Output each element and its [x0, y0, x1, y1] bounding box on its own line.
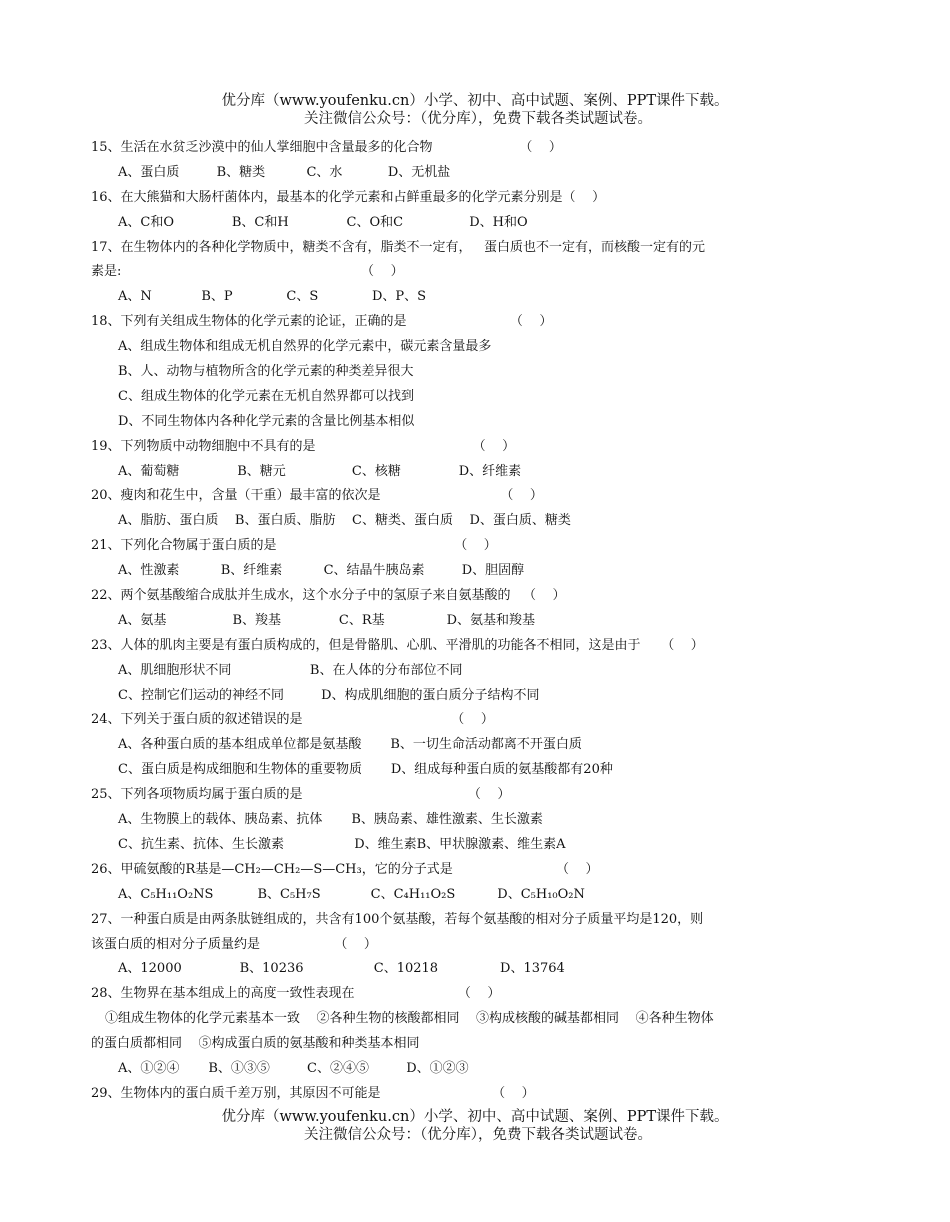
question-25: 25、下列各项物质均属于蛋白质的是 （ ）	[91, 787, 511, 803]
question-27: 27、一种蛋白质是由两条肽链组成的，共含有100个氨基酸，若每个氨基酸的相对分子质量平均是120，则	[91, 911, 704, 927]
question-18-option-d: D、不同生物体内各种化学元素的含量比例基本相似	[118, 413, 415, 429]
question-26-option-d: D、C₅H₁₀O₂N	[497, 886, 585, 902]
question-23: 23、人体的肌肉主要是有蛋白质构成的，但是骨骼肌、心肌、平滑肌的功能各不相同，这是由于 （ ）	[91, 637, 704, 653]
question-17: 17、在生物体内的各种化学物质中，糖类不含有，脂类不一定有， 蛋白质也不一定有，而核酸一定有的元	[91, 239, 705, 255]
question-28-options: A、①②④ B、①③⑤ C、②④⑤ D、①②③	[118, 1060, 469, 1076]
question-23-options-ab: A、肌细胞形状不同 B、在人体的分布部位不同	[118, 662, 463, 678]
question-28: 28、生物界在基本组成上的高度一致性表现在 （ ）	[91, 986, 501, 1002]
header-line-2: 关注微信公众号：（优分库），免费下载各类试题试卷。	[304, 111, 652, 127]
question-15: 15、生活在水贫乏沙漠中的仙人掌细胞中含量最多的化合物 （ ）	[91, 140, 562, 155]
question-20-options: A、脂肪、蛋白质 B、蛋白质、脂肪 C、糖类、蛋白质 D、蛋白质、糖类	[118, 513, 571, 529]
question-26-options	[91, 883, 781, 908]
page-footer	[0, 1108, 950, 1144]
question-27-cont: 该蛋白质的相对分子质量约是 （ ）	[91, 936, 377, 952]
question-22: 22、两个氨基酸缩合成肽并生成水，这个水分子中的氢原子来自氨基酸的 （ ）	[91, 588, 566, 604]
question-17-options: A、N B、P C、S D、P、S	[118, 289, 427, 305]
question-25-options-cd: C、抗生素、抗体、生长激素 D、维生素B、甲状腺激素、维生素A	[118, 836, 566, 852]
question-19: 19、下列物质中动物细胞中不具有的是 （ ）	[91, 438, 516, 454]
question-24: 24、下列关于蛋白质的叙述错误的是 （ ）	[91, 712, 494, 728]
question-20: 20、瘦肉和花生中，含量（干重）最丰富的依次是 （ ）	[91, 488, 543, 504]
question-16-options: A、C和O B、C和H C、O和C D、H和O	[118, 214, 528, 230]
question-21: 21、下列化合物属于蛋白质的是 （ ）	[91, 538, 497, 554]
page-header	[0, 92, 950, 128]
question-15-options: A、蛋白质 B、糖类 C、水 D、无机盐	[118, 164, 451, 180]
question-28-statements-cont: 的蛋白质都相同 ⑤构成蛋白质的氨基酸和种类基本相同	[91, 1036, 420, 1052]
question-21-options: A、性激素 B、纤维素 C、结晶牛胰岛素 D、胆固醇	[118, 563, 525, 579]
question-18: 18、下列有关组成生物体的化学元素的论证，正确的是 （ ）	[91, 314, 553, 330]
question-24-options-cd: C、蛋白质是构成细胞和生物体的重要物质 D、组成每种蛋白质的氨基酸都有20种	[118, 762, 613, 778]
question-28-statements: ①组成生物体的化学元素基本一致 ②各种生物的核酸都相同 ③构成核酸的碱基都相同 ④各种生物体	[105, 1011, 714, 1027]
question-26: 26、甲硫氨酸的R基是—CH₂—CH₂—S—CH₃，它的分子式是 （ ）	[91, 861, 599, 877]
question-22-options: A、氨基 B、羧基 C、R基 D、氨基和羧基	[118, 612, 536, 628]
question-list	[91, 136, 781, 1107]
question-26-option-c: C、C₄H₁₁O₂S	[370, 886, 456, 902]
question-25-options-ab: A、生物膜上的载体、胰岛素、抗体 B、胰岛素、雄性激素、生长激素	[118, 812, 543, 828]
question-26-option-a: A、C₅H₁₁O₂NS	[118, 886, 214, 902]
footer-line-2: 关注微信公众号：（优分库），免费下载各类试题试卷。	[304, 1127, 652, 1143]
question-17-cont: 素是: （ ）	[91, 264, 404, 280]
question-26-option-b: B、C₅H₇S	[257, 886, 321, 902]
footer-line-1: 优分库（www.youfenku.cn）小学、初中、高中试题、案例、PPT课件下载。	[221, 1109, 729, 1125]
question-24-options-ab: A、各种蛋白质的基本组成单位都是氨基酸 B、一切生命活动都离不开蛋白质	[118, 737, 582, 753]
question-16: 16、在大熊猫和大肠杆菌体内，最基本的化学元素和占鲜重最多的化学元素分别是（ ）	[91, 189, 606, 205]
question-18-option-c: C、组成生物体的化学元素在无机自然界都可以找到	[118, 388, 414, 404]
question-19-options: A、葡萄糖 B、糖元 C、核糖 D、纤维素	[118, 463, 522, 479]
question-18-option-a: A、组成生物体和组成无机自然界的化学元素中，碳元素含量最多	[118, 339, 492, 355]
question-18-option-b: B、人、动物与植物所含的化学元素的种类差异很大	[118, 364, 414, 380]
question-27-options: A、12000 B、10236 C、10218 D、13764	[118, 961, 565, 977]
question-29: 29、生物体内的蛋白质千差万别，其原因不可能是 （ ）	[91, 1085, 535, 1101]
question-23-options-cd: C、控制它们运动的神经不同 D、构成肌细胞的蛋白质分子结构不同	[118, 687, 540, 703]
header-line-1: 优分库（www.youfenku.cn）小学、初中、高中试题、案例、PPT课件下载。	[221, 93, 729, 109]
